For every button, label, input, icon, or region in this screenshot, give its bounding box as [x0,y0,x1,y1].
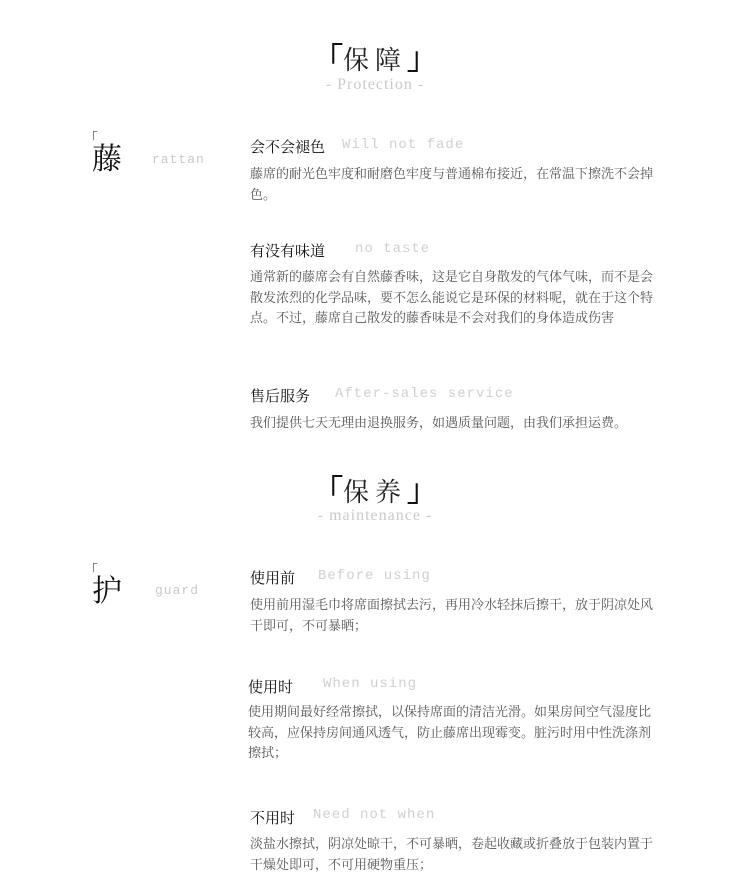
protection-side-en: rattan [152,152,205,167]
protection-title-text: 保障 [342,46,407,76]
item-title-after-sales: 售后服务 [250,387,311,405]
item-title-taste: 有没有味道 [250,242,326,260]
protection-subtitle: - Protection - [325,76,425,93]
item-en-fade: Will not fade [342,137,465,153]
maintenance-section-title [0,466,750,510]
maintenance-side-char: 护 [92,574,122,609]
protection-side-tick: 「 [84,131,98,147]
item-en-after-sales: After-sales service [335,386,514,402]
maintenance-title-text: 保养 [342,478,407,508]
item-title-not-using: 不用时 [250,809,296,827]
title-bracket-open: 「 [312,474,343,509]
item-body-taste: 通常新的藤席会有自然藤香味，这是它自身散发的气体气味，而不是会散发浓烈的化学品味，要不怎么能说它是环保的材料呢，就在于这个特点。不过，藤席自己散发的藤香味是不会对我们的身体造成伤害 [250,270,654,326]
item-title-before-using: 使用前 [250,569,296,587]
item-body-after-sales: 我们提供七天无理由退换服务，如遇质量问题，由我们承担运费。 [250,416,628,431]
item-title-when-using: 使用时 [248,678,294,696]
maintenance-side-tick: 「 [84,563,98,579]
title-bracket-close: 」 [407,474,437,509]
item-en-not-using: Need not when [313,807,436,823]
item-body-not-using: 淡盐水擦拭，阴凉处晾干，不可暴晒，卷起收藏或折叠放于包装内置于干燥处即可，不可用硬物重压； [250,837,654,873]
item-body-when-using: 使用期间最好经常擦拭，以保持席面的清洁光滑。如果房间空气湿度比较高，应保持房间通风透气，防止藤席出现霉变。脏污时用中性洗涤剂擦拭； [248,705,652,761]
title-bracket-open: 「 [312,42,343,77]
item-en-before-using: Before using [318,568,431,584]
item-title-fade: 会不会褪色 [250,138,326,156]
item-body-before-using: 使用前用湿毛巾将席面擦拭去污，再用冷水轻抹后擦干，放于阴凉处风干即可，不可暴晒； [250,598,654,634]
title-bracket-close: 」 [407,42,437,77]
maintenance-subtitle: - maintenance - [317,507,433,524]
item-en-taste: no taste [355,241,431,257]
protection-section-title [0,34,750,78]
maintenance-side-en: guard [155,583,200,598]
protection-side-char: 藤 [92,142,122,177]
item-body-fade: 藤席的耐光色牢度和耐磨色牢度与普通棉布接近，在常温下擦洗不会掉色。 [250,167,654,203]
item-en-when-using: When using [323,676,418,692]
